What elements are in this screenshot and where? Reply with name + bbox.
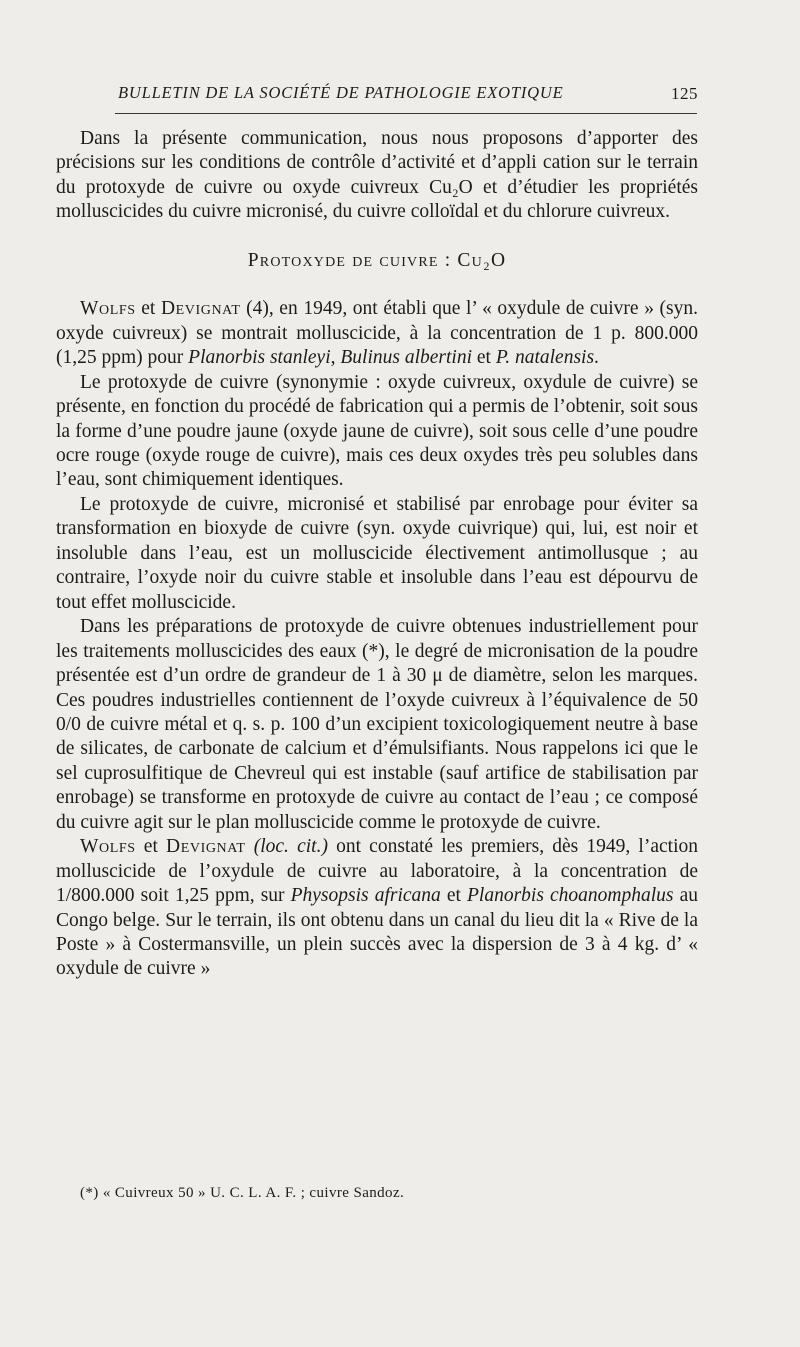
author-name: Wolfs (80, 836, 136, 858)
species-name: Bulinus albertini (340, 347, 472, 369)
paragraph-micronise: Le protoxyde de cuivre, micronisé et stabilisé par enrobage pour éviter sa transformation en bioxyde de cuivre (syn. oxyde cuivrique) qui, lui, est noir et insoluble dans l’eau, est un molluscicide électivement antimollusque ; au contraire, l’oxyde noir du cuivre stable et insoluble dans l’eau est dépourvu de tout effet molluscicide. (56, 493, 698, 613)
text-run: au Congo belge. Sur le terrain, ils ont obtenu dans un canal du lieu dit la « Rive de la Poste » à Costermansville, un plein succès avec la dispersion de 3 à 4 kg. d’ « oxydule de cuivre » (56, 885, 698, 980)
text-run: . (594, 347, 599, 369)
text-run: et (135, 836, 167, 858)
author-name: Devignat (166, 836, 246, 858)
paragraph-synonymy: Le protoxyde de cuivre (synonymie : oxyde cuivreux, oxydule de cuivre) se présente, en fonction du procédé de fabrication qui a permis de l’obtenir, soit sous la forme d’une poudre jaune (oxyde jaune de cuivre), soit sous celle d’une poudre ocre rouge (oxyde rouge de cuivre), mais ces deux oxydes très peu solubles dans l’eau, sont chimiquement identiques. (56, 371, 698, 491)
text-run: , (330, 347, 341, 369)
running-title: BULLETIN DE LA SOCIÉTÉ DE PATHOLOGIE EXOTIQUE (118, 83, 564, 102)
species-name: P. natalensis (495, 347, 595, 369)
page-number: 125 (671, 84, 698, 103)
author-name: Devignat (160, 298, 241, 320)
article-body (56, 127, 698, 982)
citation: (loc. cit.) (253, 836, 328, 858)
intro-paragraph: Dans la présente communication, nous nous proposons d’apporter des précisions sur les conditions de contrôle d’activité et d’appli cation sur le terrain du protoxyde de cuivre ou oxyde cuivreux Cu₂O et d’étudier les propriétés molluscicides du cuivre micronisé, du cuivre colloïdal et du chlorure cuivreux. (56, 128, 698, 223)
text-run (246, 836, 254, 857)
section-heading: Protoxyde de cuivre : Cu₂O (247, 250, 507, 272)
species-name: Planorbis choanomphalus (467, 885, 674, 907)
text-run: ont constaté les premiers, dès 1949, l’action molluscicide de l’oxydule de cuivre au laboratoire, à la concentration de 1/800.000 soit 1,25 ppm, sur (56, 836, 698, 907)
header-rule (115, 113, 697, 114)
author-name: Wolfs (80, 298, 136, 320)
species-name: Planorbis stanleyi (188, 347, 331, 369)
footnote: (*) « Cuivreux 50 » U. C. L. A. F. ; cuivre Sandoz. (80, 1185, 405, 1201)
text-run: et (471, 347, 496, 369)
species-name: Physopsis africana (290, 885, 441, 907)
text-run: (4), en 1949, ont établi que l’ « oxydule de cuivre » (syn. oxyde cuivreux) se montrait molluscicide, à la concentration de 1 p. 800.000 (1,25 ppm) pour (56, 298, 699, 369)
text-run: et (135, 298, 161, 320)
running-header (118, 83, 698, 103)
paragraph-preparations: Dans les préparations de protoxyde de cuivre obtenues industriellement pour les traitements molluscicides des eaux (*), le degré de micronisation de la poudre présentée est d’un ordre de grandeur de 1 à 30 μ de diamètre, selon les marques. Ces poudres industrielles contiennent de l’oxyde cuivreux à l’équivalence de 50 0/0 de cuivre métal et q. s. p. 100 d’un excipient toxicologiquement neutre à base de silicates, de carbonate de calcium et d’émulsifiants. Nous rappelons ici que le sel cuprosulfitique de Chevreul qui est instable (sauf artifice de stabilisation par enrobage) se transforme en protoxyde de cuivre au contact de l’eau ; ce composé du cuivre agit sur le plan molluscicide comme le protoxyde de cuivre. (56, 616, 698, 833)
text-run: et (440, 885, 468, 907)
paragraph-wolfs-results (56, 835, 698, 982)
paragraph-wolfs-1949 (56, 297, 698, 370)
